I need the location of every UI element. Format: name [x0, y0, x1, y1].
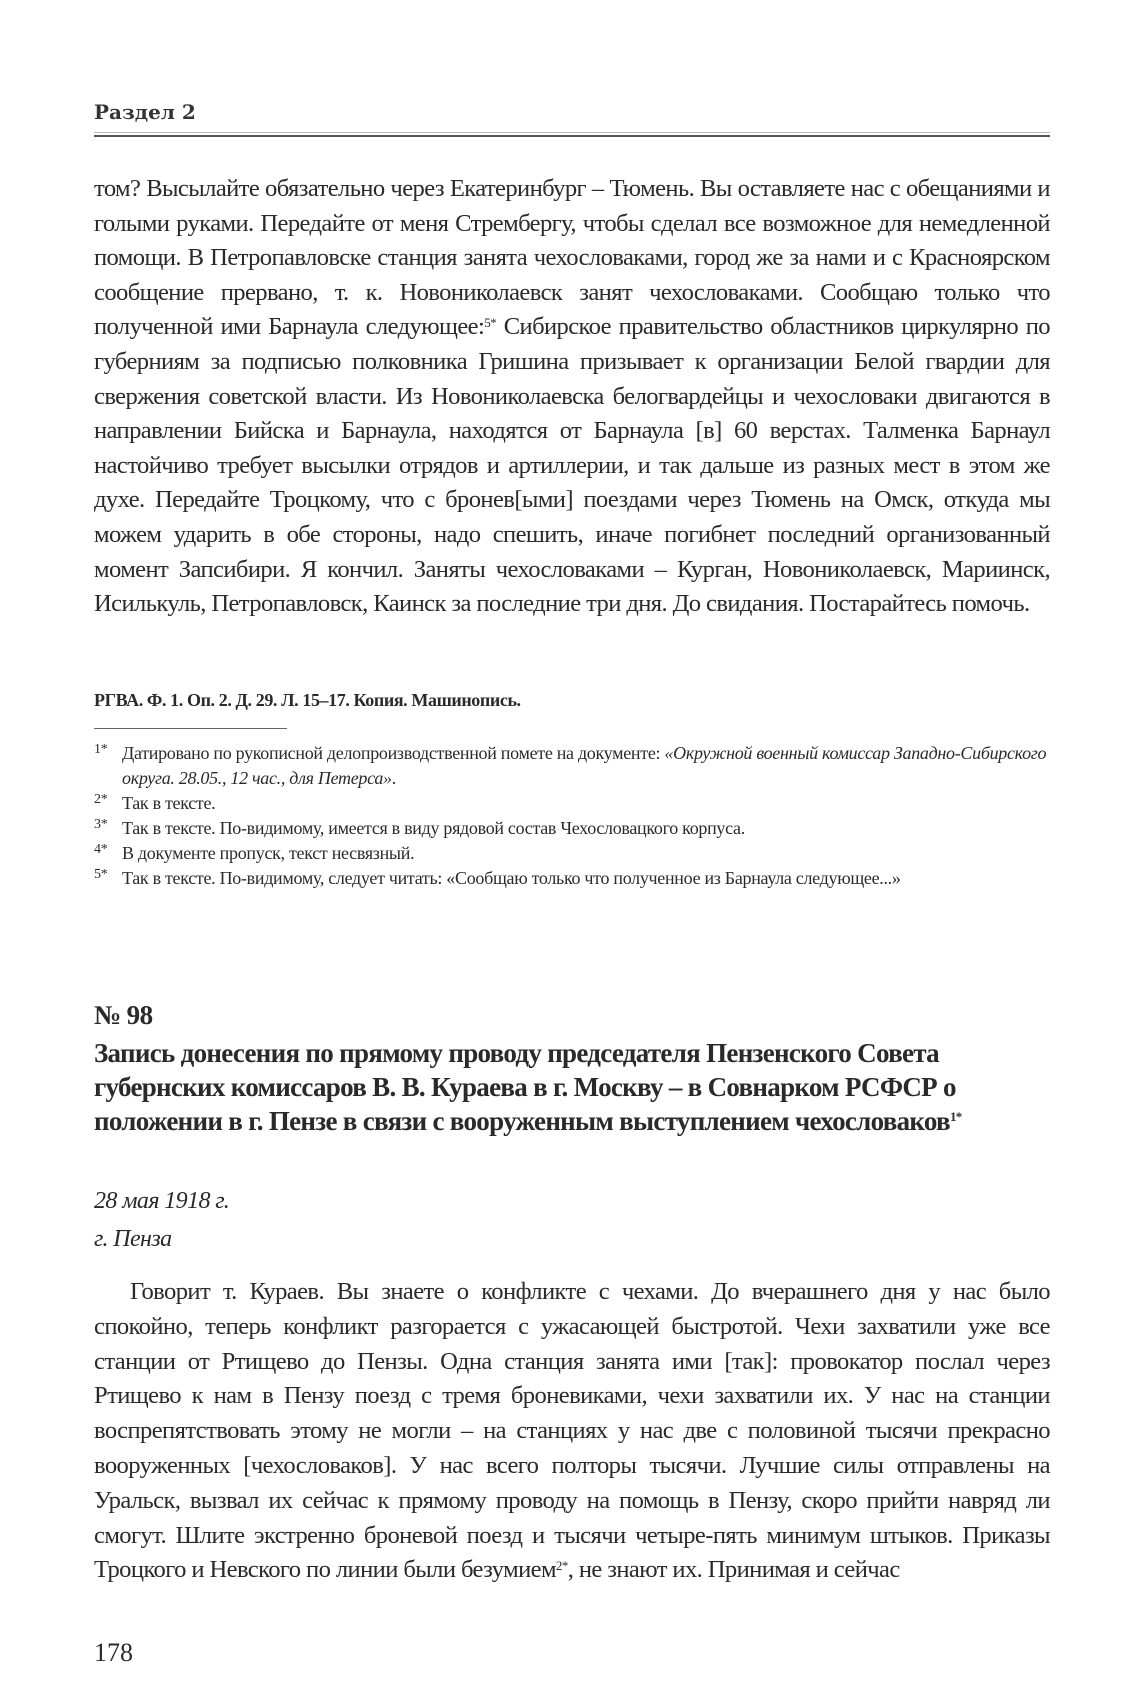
document-paragraph: Говорит т. Кураев. Вы знаете о конфликте с чехами. До вчерашнего дня у нас было спокойно, теперь конфликт разгорается с ужасающей быстротой. Чехи захватили уже все станции от Ртищево до Пензы. Одна станция занята ими [так]: провокатор послал через Ртищево к нам в Пензу поезд с тремя броневиками, чехи захватили их. У нас на станции воспрепятствовать этому не могли – на станциях у нас две с половиной тысячи прекрасно вооруженных [чехословаков]. У нас всего полторы тысячи. Лучшие силы отправлены на Уральск, вызвал их сейчас к прямому проводу на помощь в Пензу, скоро прийти навряд ли смогут. Шлите экстренно броневой поезд и тысячи четыре-пять минимум штыков. Приказы Троцкого и Невского по линии были безумием$^{2*}$, не знают их. Принимая и сейчас — [94, 1278, 1050, 1584]
footnotes — [94, 741, 1050, 891]
page-number: 178 — [94, 1638, 133, 1667]
footnote-ref-1[interactable]: 1* — [949, 1109, 962, 1124]
footnote-2: 2* Так в тексте. — [94, 792, 216, 813]
footnote-ref-5[interactable]: 5* — [484, 315, 497, 331]
footnote-3: 3* Так в тексте. По-видимому, имеется в виду рядовой состав Чехословацкого корпуса. — [94, 817, 745, 838]
header-rule — [94, 132, 1050, 137]
footnote-rule — [94, 728, 287, 729]
footnote-1: 1* Датировано по рукописной делопроизводственной помете на документе: «Окружной военный комиссар Западно-Сибирского округа. 28.05., 12 час., для Петерса». — [94, 742, 1047, 788]
footnote-ref-2[interactable]: 2* — [555, 1558, 568, 1574]
footnote-5: 5* Так в тексте. По-видимому, следует читать: «Сообщаю только что полученное из Барнаула следующее...» — [94, 867, 901, 888]
continued-paragraph: том? Высылайте обязательно через Екатеринбург – Тюмень. Вы оставляете нас с обещаниями и голыми руками. Передайте от меня Стрембергу, чтобы сделал все возможное для немедленной помощи. В Петропавловске станция занята чехословаками, город же за нами и с Красноярском сообщение прервано, т. к. Новониколаевск занят чехословаками. Сообщаю только что полученной ими Барнаула следующее:$^{5*}$ Сибирское правительство областников циркулярно по губерниям за подписью полковника Гришина призывает к организации Белой гвардии для свержения советской власти. Из Новониколаевска белогвардейцы и чехословаки двигаются в направлении Бийска и Барнаула, находятся от Барнаула [в] 60 верстах. Талменка Барнаул настойчиво требует высылки отрядов и артиллерии, и так дальше из разных мест в этом же духе. Передайте Троцкому, что с бронев[ыми] поездами через Тюмень на Омск, откуда мы можем ударить в обе стороны, надо спешить, иначе погибнет последний организованный момент Запсибири. Я кончил. Заняты чехословаками – Курган, Новониколаевск, Мариинск, Исилькуль, Петропавловск, Каинск за последние три дня. До свидания. Постарайтесь помочь. — [94, 175, 1050, 618]
continued-text — [94, 172, 1050, 622]
document-date: 28 мая 1918 г. — [94, 1188, 230, 1214]
document-body — [94, 1275, 1050, 1588]
document-number: № 98 — [94, 1000, 153, 1030]
footnote-4: 4* В документе пропуск, текст несвязный. — [94, 842, 415, 863]
document-title: Запись донесения по прямому проводу председателя Пензенского Совета губернских комиссаров В. В. Кураева в г. Москву – в Совнарком РСФСР о положении в г. Пензе в связи с вооруженным выступлением чехословаков$^{1*}$ — [94, 1038, 962, 1136]
running-head: Раздел 2 — [94, 100, 196, 124]
document-place: г. Пенза — [94, 1226, 172, 1252]
archive-source: РГВА. Ф. 1. Оп. 2. Д. 29. Л. 15–17. Копия. Машинопись. — [94, 690, 521, 710]
